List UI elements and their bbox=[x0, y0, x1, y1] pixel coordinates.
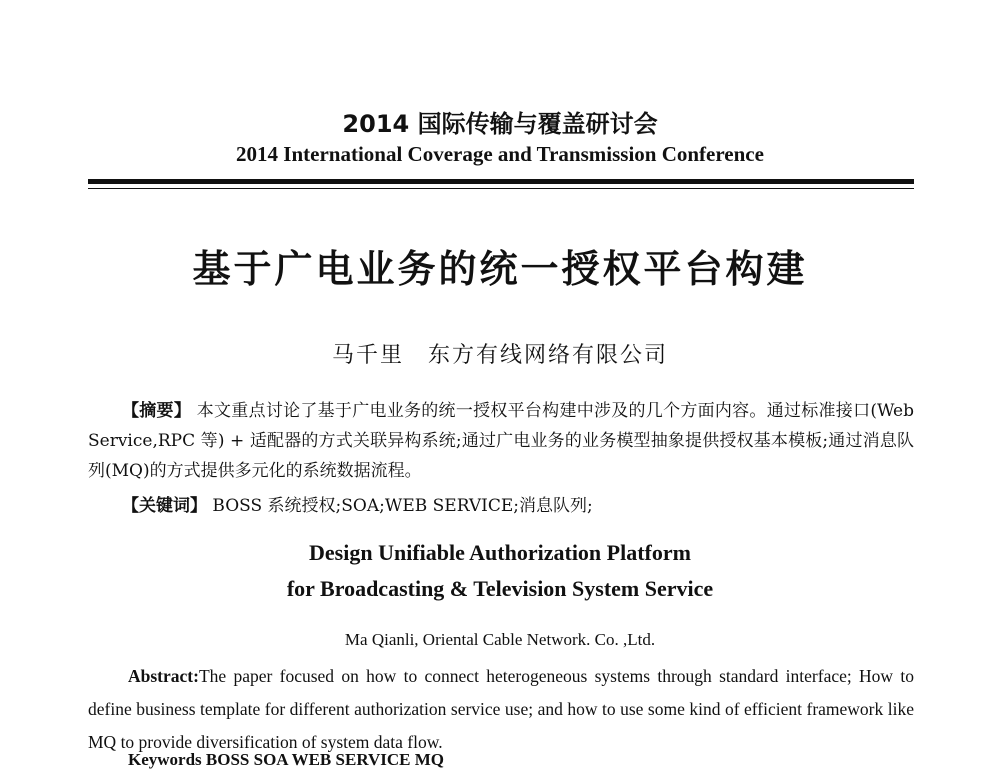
author-affiliation-en: Ma Qianli, Oriental Cable Network. Co. ,Ltd. bbox=[344, 630, 656, 649]
keywords-cn-label: 【关键词】 bbox=[122, 496, 207, 516]
abstract-cn bbox=[88, 396, 914, 486]
abstract-en bbox=[88, 660, 914, 759]
abstract-cn-label: 【摘要】 bbox=[122, 401, 192, 421]
header-rule-thick bbox=[88, 179, 914, 184]
paper-title-en-line1: Design Unifiable Authorization Platform bbox=[309, 540, 691, 565]
abstract-cn-text: 本文重点讨论了基于广电业务的统一授权平台构建中涉及的几个方面内容。通过标准接口(Web Service,RPC 等) + 适配器的方式关联异构系统;通过广电业务的业务模型抽象提供授权基本模板;通过消息队列(MQ)的方式提供多元化的系统数据流程。 bbox=[88, 401, 914, 481]
author-affiliation-cn: 马千里 东方有线网络有限公司 bbox=[331, 343, 668, 368]
paper-title-cn: 基于广电业务的统一授权平台构建 bbox=[192, 247, 808, 291]
keywords-cn-text: BOSS 系统授权;SOA;WEB SERVICE;消息队列; bbox=[207, 496, 593, 516]
paper-title-en-line2: for Broadcasting & Television System Service bbox=[286, 576, 714, 601]
conference-title-en: 2014 International Coverage and Transmission Conference bbox=[236, 142, 764, 166]
abstract-en-text: The paper focused on how to connect heterogeneous systems through standard interface; How to define business template for different authorization service use; and how to use some kind of efficient framework like MQ to provide diversification of system data flow. bbox=[88, 666, 914, 752]
keywords-en-partial: Keywords BOSS SOA WEB SERVICE MQ bbox=[128, 750, 445, 769]
conference-title-cn: 2014 国际传输与覆盖研讨会 bbox=[342, 110, 658, 138]
abstract-en-label: Abstract: bbox=[128, 666, 199, 686]
keywords-cn bbox=[88, 491, 914, 521]
header-rule-thin bbox=[88, 188, 914, 189]
